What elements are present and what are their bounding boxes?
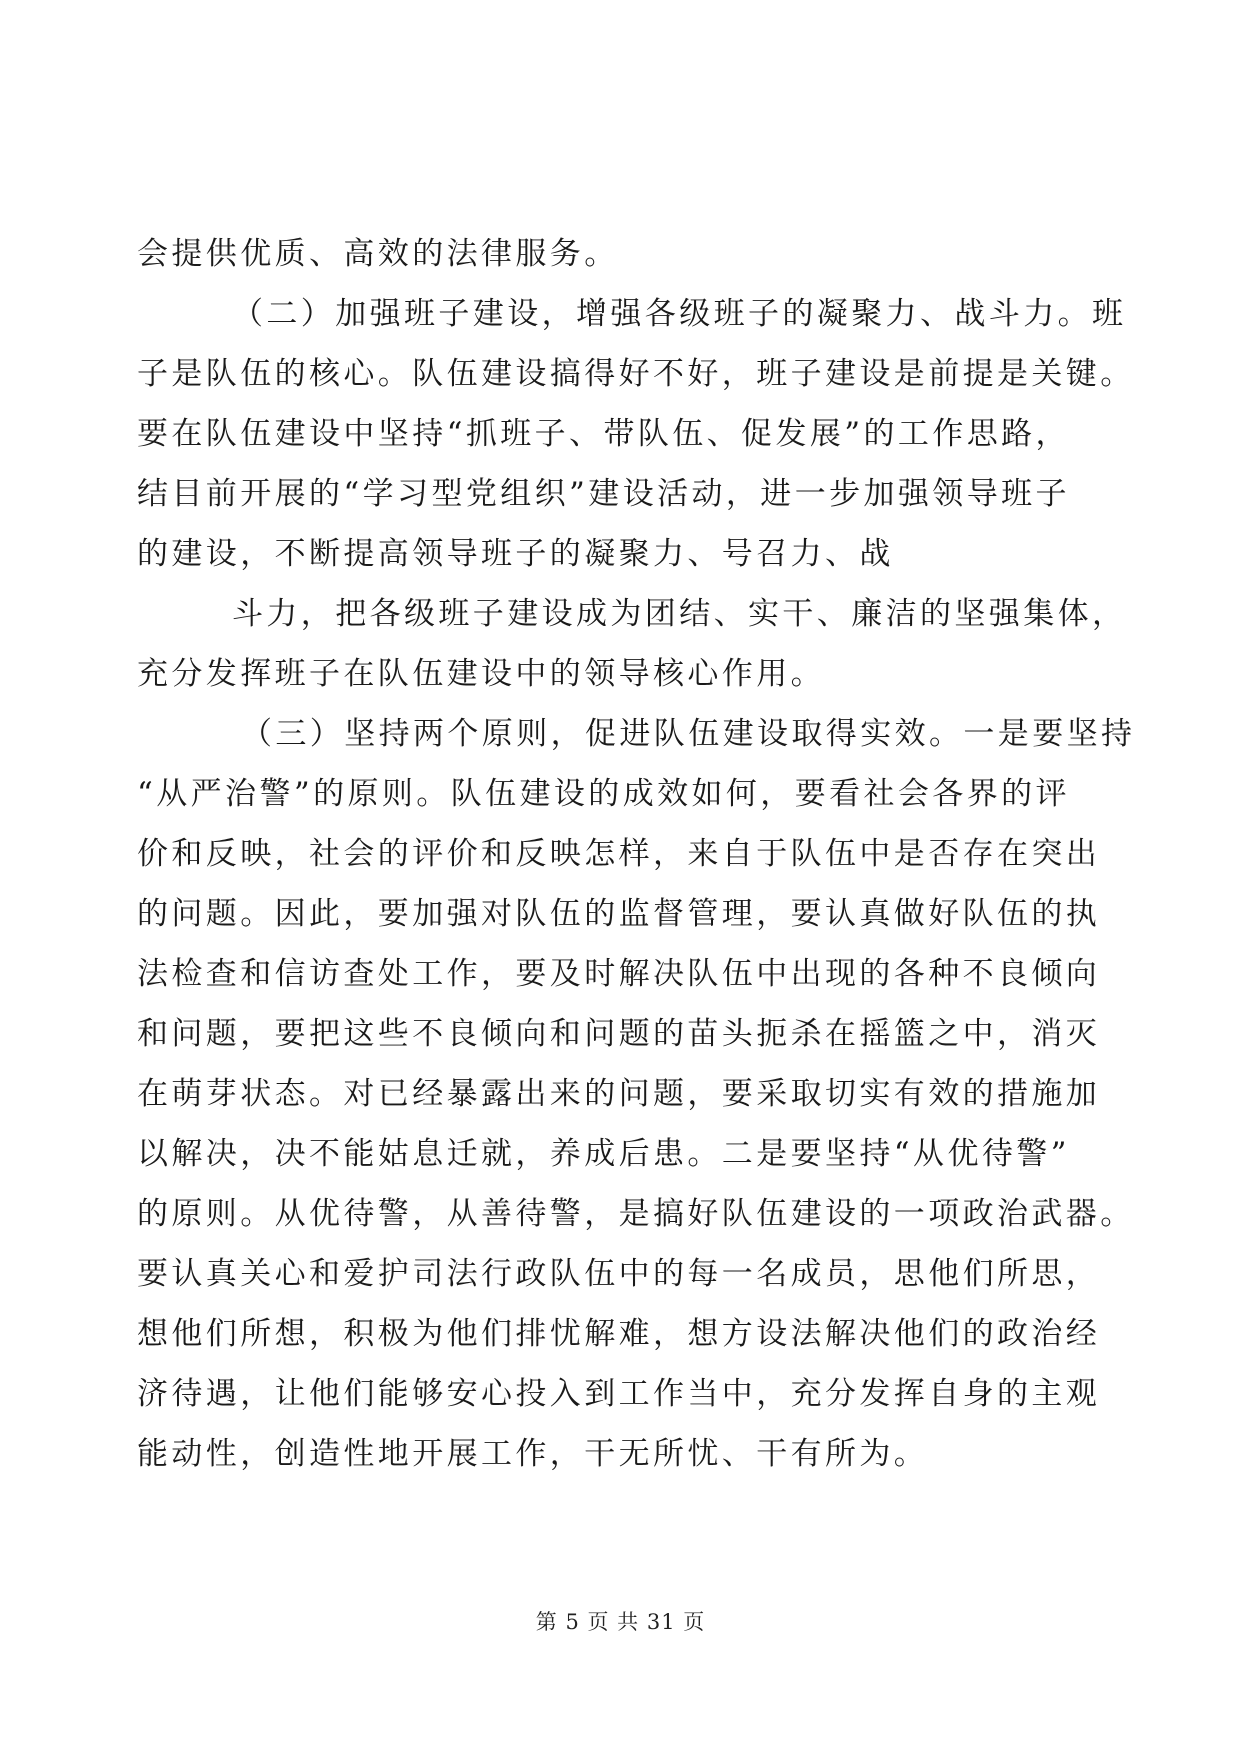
text-line: 和问题，要把这些不良倾向和问题的苗头扼杀在摇篮之中，消灭 <box>137 1016 1101 1052</box>
text-line: 充分发挥班子在队伍建设中的领导核心作用。 <box>137 656 825 692</box>
text-line: （三）坚持两个原则，促进队伍建设取得实效。一是要坚持 <box>241 716 1136 752</box>
text-line: （二）加强班子建设，增强各级班子的凝聚力、战斗力。班 <box>232 296 1127 332</box>
text-line: 结目前开展的“学习型党组织”建设活动，进一步加强领导班子 <box>137 476 1070 512</box>
text-line: 斗力，把各级班子建设成为团结、实干、廉洁的坚强集体， <box>232 596 1127 632</box>
body-text <box>137 224 1136 1484</box>
text-line: 要认真关心和爱护司法行政队伍中的每一名成员，思他们所思， <box>137 1256 1101 1292</box>
text-line: 的问题。因此，要加强对队伍的监督管理，要认真做好队伍的执 <box>137 896 1101 932</box>
text-line: 以解决，决不能姑息迁就，养成后患。二是要坚持“从优待警” <box>137 1136 1070 1172</box>
page-number-footer: 第 5 页 共 31 页 <box>535 1610 706 1634</box>
text-line: 的原则。从优待警，从善待警，是搞好队伍建设的一项政治武器。 <box>137 1196 1135 1232</box>
text-line: 能动性，创造性地开展工作，干无所忧、干有所为。 <box>137 1436 929 1472</box>
text-line: 想他们所想，积极为他们排忧解难，想方设法解决他们的政治经 <box>137 1316 1101 1352</box>
text-line: 价和反映，社会的评价和反映怎样，来自于队伍中是否存在突出 <box>137 836 1101 872</box>
text-line: 要在队伍建设中坚持“抓班子、带队伍、促发展”的工作思路， <box>137 416 1070 452</box>
text-line: 的建设，不断提高领导班子的凝聚力、号召力、战 <box>137 536 894 572</box>
text-line: 子是队伍的核心。队伍建设搞得好不好，班子建设是前提是关键。 <box>137 356 1135 392</box>
text-line: 会提供优质、高效的法律服务。 <box>137 236 619 272</box>
text-line: 法检查和信访查处工作，要及时解决队伍中出现的各种不良倾向 <box>137 956 1101 992</box>
text-line: 在萌芽状态。对已经暴露出来的问题，要采取切实有效的措施加 <box>137 1076 1101 1112</box>
text-line: “从严治警”的原则。队伍建设的成效如何，要看社会各界的评 <box>137 776 1070 812</box>
text-line: 济待遇，让他们能够安心投入到工作当中，充分发挥自身的主观 <box>137 1376 1101 1412</box>
